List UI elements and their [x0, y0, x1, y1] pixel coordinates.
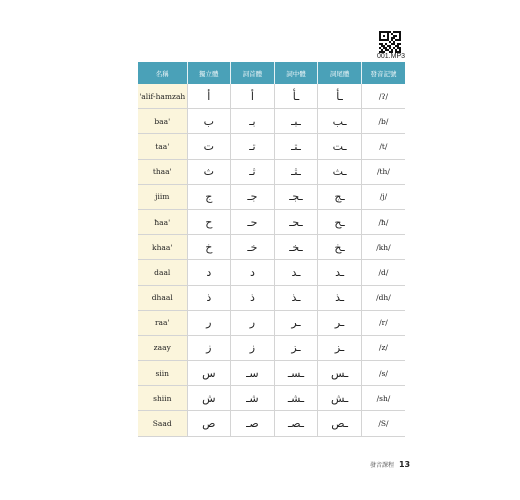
header-final: 詞尾體 — [318, 62, 362, 84]
letter-isolated-form: ز — [187, 335, 231, 360]
header-medial: 詞中體 — [274, 62, 318, 84]
letter-isolated-form: ص — [187, 411, 231, 436]
pronunciation-symbol: /kh/ — [361, 235, 405, 260]
table-row — [138, 134, 405, 159]
table-row — [138, 335, 405, 360]
table-row — [138, 184, 405, 209]
letter-final-form: ـح — [318, 209, 362, 234]
pronunciation-symbol: /s/ — [361, 361, 405, 386]
letter-medial-form: ـخـ — [274, 235, 318, 260]
letter-final-form: ـب — [318, 109, 362, 134]
letter-name: shiin — [138, 386, 187, 411]
letter-isolated-form: ح — [187, 209, 231, 234]
letter-isolated-form: ث — [187, 159, 231, 184]
pronunciation-symbol: /z/ — [361, 335, 405, 360]
letter-initial-form: جـ — [231, 184, 275, 209]
letter-medial-form: ـصـ — [274, 411, 318, 436]
letter-medial-form: ـسـ — [274, 361, 318, 386]
table-row — [138, 361, 405, 386]
letter-final-form: ـت — [318, 134, 362, 159]
letter-final-form: ـث — [318, 159, 362, 184]
table-header-row — [138, 62, 405, 84]
audio-track-label: 001.MP3 — [376, 53, 406, 60]
pronunciation-symbol: /sh/ — [361, 386, 405, 411]
letter-name: 'alif-hamzah — [138, 84, 187, 109]
letter-name: siin — [138, 361, 187, 386]
letter-isolated-form: ت — [187, 134, 231, 159]
qr-code[interactable] — [379, 31, 401, 53]
letter-isolated-form: د — [187, 260, 231, 285]
table-row — [138, 411, 405, 436]
letter-initial-form: تـ — [231, 134, 275, 159]
letter-isolated-form: ش — [187, 386, 231, 411]
letter-name: daal — [138, 260, 187, 285]
letter-final-form: ـخ — [318, 235, 362, 260]
letter-initial-form: ذ — [231, 285, 275, 310]
table-row — [138, 310, 405, 335]
letter-medial-form: ـذ — [274, 285, 318, 310]
table-row — [138, 285, 405, 310]
letter-final-form: ـر — [318, 310, 362, 335]
letter-final-form: ـد — [318, 260, 362, 285]
pronunciation-symbol: /dh/ — [361, 285, 405, 310]
letter-name: zaay — [138, 335, 187, 360]
letter-final-form: ـز — [318, 335, 362, 360]
letter-medial-form: ـد — [274, 260, 318, 285]
pronunciation-symbol: /ʔ/ — [361, 84, 405, 109]
letter-name: taa' — [138, 134, 187, 159]
letter-medial-form: ـشـ — [274, 386, 318, 411]
header-sound: 發音記號 — [361, 62, 405, 84]
letter-final-form: ـص — [318, 411, 362, 436]
letter-medial-form: ـجـ — [274, 184, 318, 209]
page-number: 13 — [398, 460, 411, 469]
letter-isolated-form: س — [187, 361, 231, 386]
letter-isolated-form: ج — [187, 184, 231, 209]
alphabet-table — [138, 62, 405, 437]
letter-initial-form: شـ — [231, 386, 275, 411]
letter-isolated-form: أ — [187, 84, 231, 109]
letter-final-form: ـذ — [318, 285, 362, 310]
letter-name: baa' — [138, 109, 187, 134]
pronunciation-symbol: /j/ — [361, 184, 405, 209]
header-isolated: 獨立體 — [187, 62, 231, 84]
letter-name: ħaa' — [138, 209, 187, 234]
letter-initial-form: خـ — [231, 235, 275, 260]
pronunciation-symbol: /b/ — [361, 109, 405, 134]
header-name: 名稱 — [138, 62, 187, 84]
footer-section: 發音課程 — [370, 462, 395, 469]
table-row — [138, 260, 405, 285]
letter-isolated-form: ذ — [187, 285, 231, 310]
letter-initial-form: حـ — [231, 209, 275, 234]
letter-final-form: ـش — [318, 386, 362, 411]
letter-name: jiim — [138, 184, 187, 209]
table-row — [138, 159, 405, 184]
letter-final-form: ـج — [318, 184, 362, 209]
pronunciation-symbol: /ħ/ — [361, 209, 405, 234]
letter-medial-form: ـتـ — [274, 134, 318, 159]
header-initial: 詞首體 — [231, 62, 275, 84]
letter-medial-form: ـز — [274, 335, 318, 360]
table-row — [138, 84, 405, 109]
letter-medial-form: ـأ — [274, 84, 318, 109]
pronunciation-symbol: /d/ — [361, 260, 405, 285]
letter-final-form: ـأ — [318, 84, 362, 109]
letter-initial-form: سـ — [231, 361, 275, 386]
letter-initial-form: أ — [231, 84, 275, 109]
letter-isolated-form: ب — [187, 109, 231, 134]
letter-medial-form: ـثـ — [274, 159, 318, 184]
table-row — [138, 235, 405, 260]
letter-isolated-form: ر — [187, 310, 231, 335]
letter-initial-form: بـ — [231, 109, 275, 134]
letter-initial-form: ر — [231, 310, 275, 335]
pronunciation-symbol: /t/ — [361, 134, 405, 159]
table-row — [138, 109, 405, 134]
letter-medial-form: ـر — [274, 310, 318, 335]
letter-name: dhaal — [138, 285, 187, 310]
letter-name: thaa' — [138, 159, 187, 184]
table-row — [138, 209, 405, 234]
table-row — [138, 386, 405, 411]
letter-medial-form: ـبـ — [274, 109, 318, 134]
letter-medial-form: ـحـ — [274, 209, 318, 234]
pronunciation-symbol: /S/ — [361, 411, 405, 436]
letter-isolated-form: خ — [187, 235, 231, 260]
pronunciation-symbol: /th/ — [361, 159, 405, 184]
letter-name: khaa' — [138, 235, 187, 260]
pronunciation-symbol: /r/ — [361, 310, 405, 335]
letter-name: Saad — [138, 411, 187, 436]
letter-final-form: ـس — [318, 361, 362, 386]
letter-name: raa' — [138, 310, 187, 335]
letter-initial-form: صـ — [231, 411, 275, 436]
letter-initial-form: ثـ — [231, 159, 275, 184]
letter-initial-form: ز — [231, 335, 275, 360]
page-footer — [370, 460, 410, 469]
letter-initial-form: د — [231, 260, 275, 285]
